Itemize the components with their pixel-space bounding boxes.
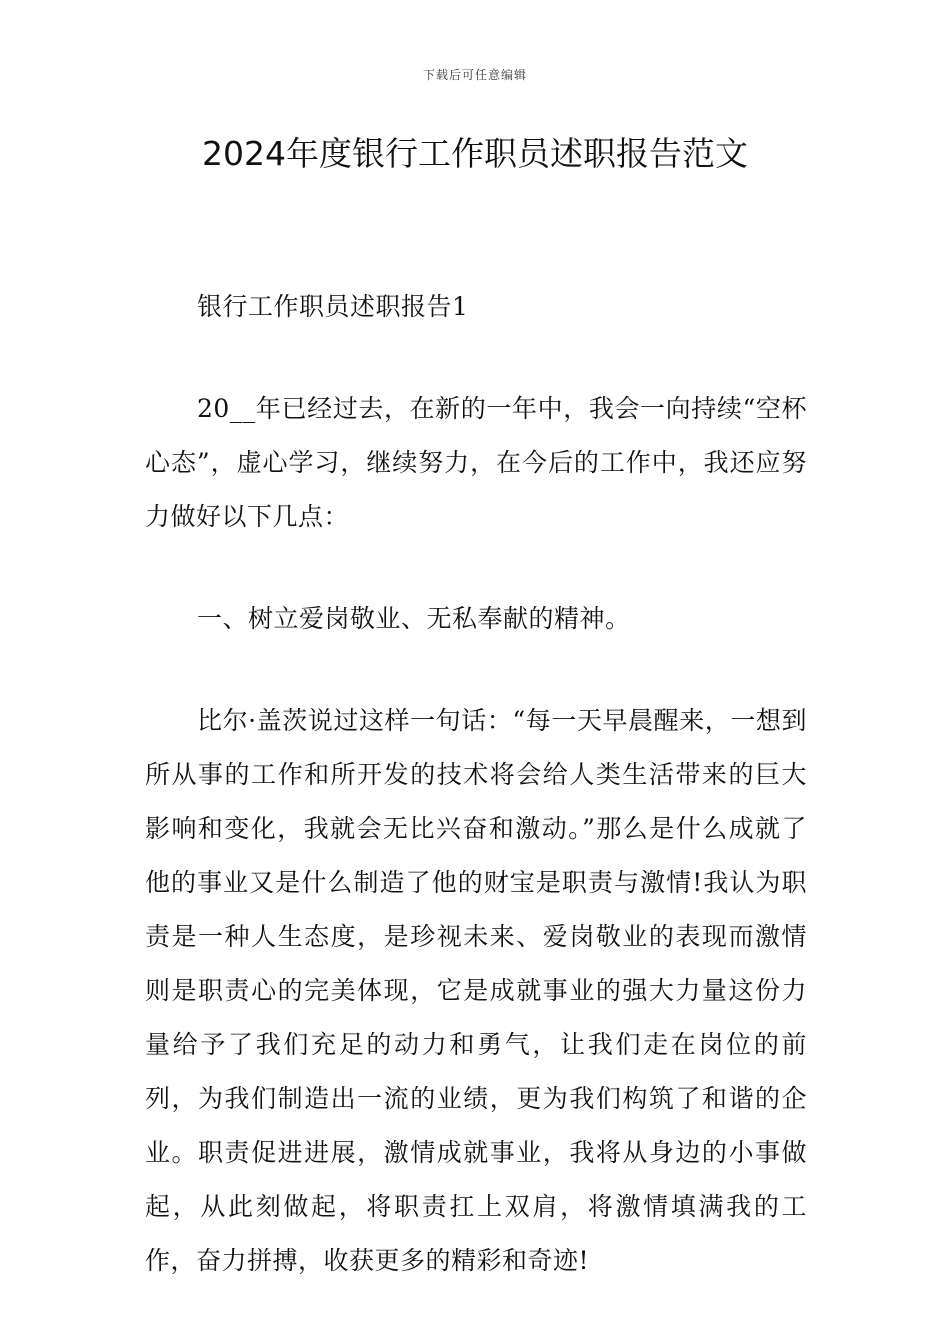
paragraph-bill-gates: 比尔·盖茨说过这样一句话：“每一天早晨醒来，一想到所从事的工作和所开发的技术将会给人类生活带来的巨大影响和变化，我就会无比兴奋和激动。”那么是什么成就了他的事业又是什么制造了他的财宝是职责与激情!我认为职责是一种人生态度，是珍视未来、爱岗敬业的表现而激情则是职责心的完美体现，它是成就事业的强大力量这份力量给予了我们充足的动力和勇气，让我们走在岗位的前列，为我们制造出一流的业绩，更为我们构筑了和谐的企业。职责促进进展，激情成就事业，我将从身边的小事做起，从此刻做起，将职责扛上双肩，将激情填满我的工作，奋力拼搏，收获更多的精彩和奇迹! bbox=[145, 706, 807, 1275]
header-note: 下载后可任意编辑 bbox=[422, 68, 527, 82]
paragraph-intro: 20__年已经过去，在新的一年中，我会一向持续“空杯心态”，虚心学习，继续努力，在今后的工作中，我还应努力做好以下几点： bbox=[145, 394, 807, 531]
section-heading: 银行工作职员述职报告1 bbox=[197, 292, 469, 321]
document-title: 2024年度银行工作职员述职报告范文 bbox=[202, 134, 748, 173]
document-body bbox=[145, 280, 807, 1288]
paragraph-point-one: 一、树立爱岗敬业、无私奉献的精神。 bbox=[197, 604, 631, 633]
